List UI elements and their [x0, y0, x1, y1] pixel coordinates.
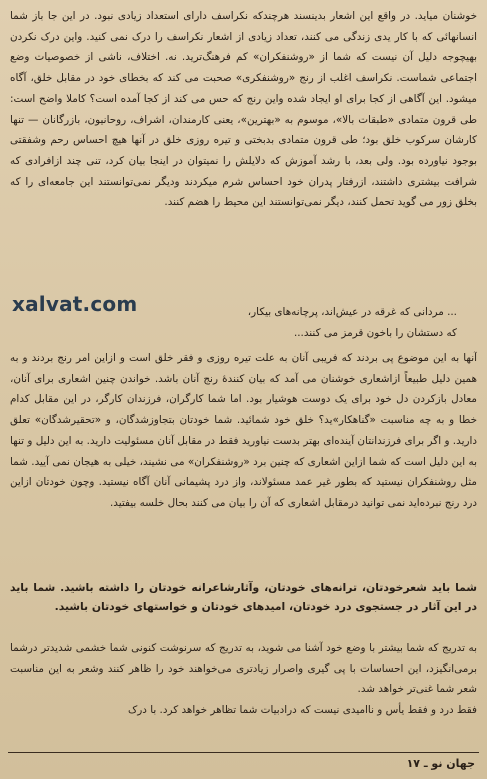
top-text-block — [10, 6, 477, 286]
paragraph: به تدریج که شما بیشتر با وضع خود آشنا می شوید، به تدریج که سرنوشت کنونی شما خشمی شدیدتر درشما برمی‌انگیزد، این احساسات با پی گیری واصرار زیادتری می‌خواهند خود را ظاهر کنند وشعر به این مناسبت شعر شما غنی‌تر خواهد شد. — [10, 642, 477, 696]
paragraph: فقط درد و فقط یأس و ناامیدی نیست که درادبیات شما تظاهر خواهد کرد. با درک — [127, 704, 477, 717]
footer-rule — [8, 752, 479, 753]
paragraph: خوشنان میاید. در واقع این اشعار بدینسند هرچندکه نکراسف دارای استعداد زیادی نبود. در این جا باز شما انسانهائی که با کار یدی زندگی می کنند، تعداد زیادی از اشعار نکراسف را درک نمی کنید. واین درک نکردن بهیچوجه دلیل آن نیست که شما از «روشنفکران» کم فرهنگ‌ترید. نه. اختلاف، ناشی از خصوصیات وضع اجتماعی شماست. نکراسف اغلب از رنج «روشنفکری» صحبت می کند که بخطای خود در مقابل خلق، آگاه میشود. این آگاهی از کجا برای او ایجاد شده واین رنج که حس می کند از کجا آمده است؟ کاملا واضح است: طی قرون متمادی «طبقات بالا»، موسوم به «بهترین»، یعنی کارمندان، اشراف، روحانیون، بازرگانان — تنها کارشان سرکوب خلق بود؛ طی قرون متمادی بدبختی و تیره روزی خلق در آنها هیچ احساس رحم وشفقتی بوجود نیاورده بود. ولی بعد، با رشد آموزش که دلایلش را نمیتوان در اینجا بیان کرد، تنی چند ازافرادی که شرافت بیشتری داشتند، ازرفتار پدران خود احساس شرم میکردند ودیگر نمی‌توانستند این جامعه‌ای را که بخلق زور می گوید تحمل کنند، دیگر نمی‌توانستند این محیط را هضم کنند. — [10, 10, 477, 209]
middle-text-block — [10, 348, 477, 576]
page-footer: جهان نو ـ ۱۷ — [406, 757, 475, 770]
paragraph: آنها به این موضوع پی بردند که فریبی آنان به علت تیره روزی و فقر خلق است و ازاین امر رنج بردند و به همین دلیل طبیعاً ازاشعاری خوشنان می آمد که بیان کنندهٔ رنج آنان باشد. خواندن چنین اشعاری برای آنان، معادل بازکردن دل خود برای یک دوست هوشیار بود. اما شما کارگران، فرزندان کارگر، در این مقابل کدام خطا و به چه مناسبت «گناهکار»ید؟ خلق خود شمائید. شما خودتان بتجاوزشدگان، و «تحقیرشدگان» تعلق دارید. و اگر برای فرزندانتان آینده‌ای بهتر بدست نیاورید فقط در مقابل آنان مسئولیت دارید. به این دلیل و تنها به این دلیل است که شما ازاین اشعاری که چنین برد «روشنفکران» می نشیند، خیلی به هیجان نمی آیید. شما مثل روشنفکران نیستید که بطور غیر عمد مسئولاند، واز درد پشیمانی آنان آگاه نیستید. وچون خودتان ازاین درد رنج نبرده‌اید نمی توانید درمقابل اشعاری که آن را بیان می کنند بحال خلسه بیفتید. — [10, 352, 477, 509]
poem-line: ... مردانی که غرقه در عیش‌اند، پرچانه‌های بیکار، — [247, 306, 457, 318]
poem-line: که دستشان را باخون قرمز می کنند... — [293, 327, 457, 339]
bottom-text-block — [10, 638, 477, 742]
emphasis-text-block — [10, 578, 477, 634]
emphasis-paragraph: شما باید شعرخودتان، ترانه‌های خودتان، وآثارشاعرانه خودتان را داشته باشید. شما باید در این آثار در جستجوی درد خودتان، امیدهای خودتان و خواستهای خودتان باشید. — [10, 581, 477, 613]
watermark: xalvat.com — [12, 292, 138, 316]
